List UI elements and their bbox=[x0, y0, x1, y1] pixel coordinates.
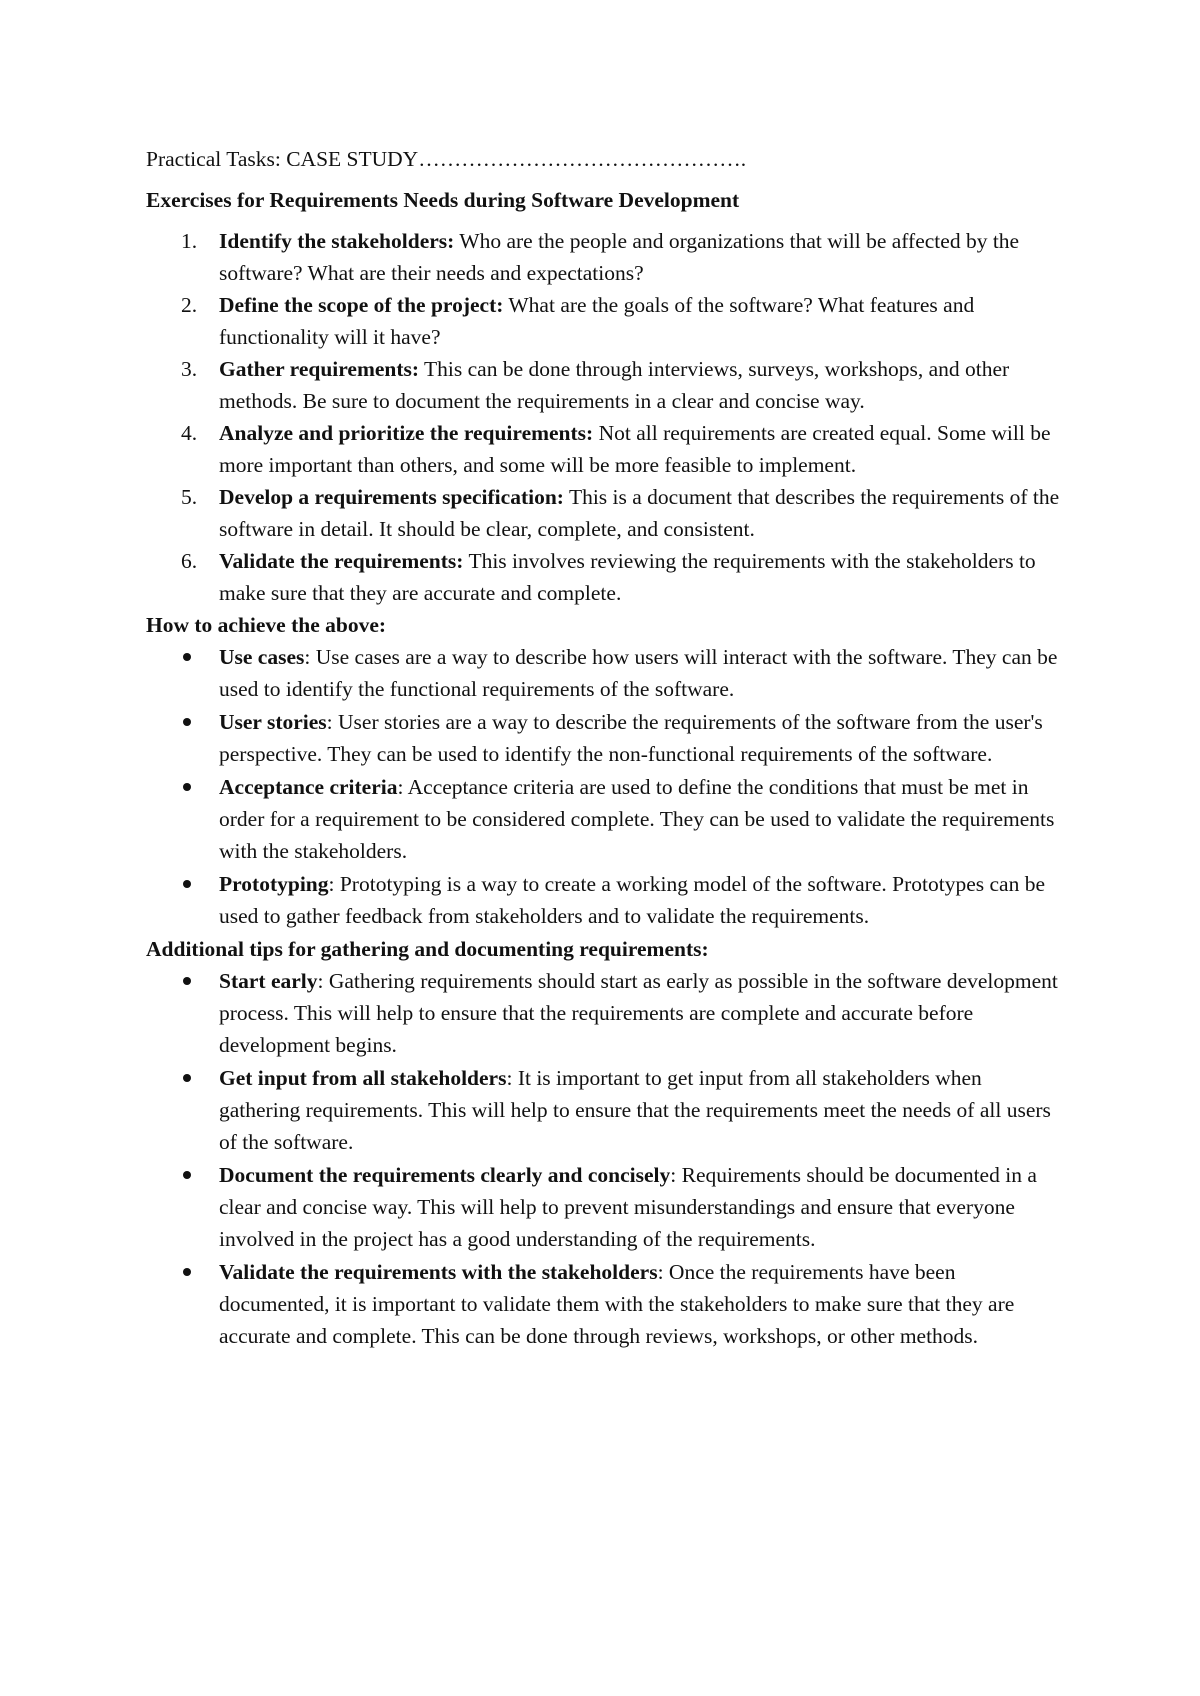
exercise-term: Validate the requirements: bbox=[219, 549, 464, 573]
tip-item bbox=[146, 1062, 1066, 1158]
heading-achieve: How to achieve the above: bbox=[146, 613, 387, 637]
exercise-item bbox=[146, 225, 1066, 289]
achieve-item bbox=[146, 641, 1066, 705]
exercise-term: Analyze and prioritize the requirements: bbox=[219, 421, 594, 445]
achieve-list bbox=[146, 641, 1066, 932]
page-title: Practical Tasks: CASE STUDY………………………………………. bbox=[146, 147, 747, 171]
tip-item bbox=[146, 1159, 1066, 1255]
exercises-list bbox=[146, 225, 1066, 609]
list-number: 3. bbox=[181, 357, 198, 381]
document-page bbox=[146, 143, 1066, 1353]
tip-item bbox=[146, 1256, 1066, 1352]
exercise-item bbox=[146, 545, 1066, 609]
tip-term: Get input from all stakeholders bbox=[219, 1066, 507, 1090]
tip-term: Start early bbox=[219, 969, 318, 993]
achieve-text: : Use cases are a way to describe how users will interact with the software. They can be used to identify the functional requirements of the software. bbox=[219, 645, 1058, 701]
exercise-text: This involves reviewing the requirements with the stakeholders to make sure that they are accurate and complete. bbox=[219, 549, 1036, 605]
achieve-term: Use cases bbox=[219, 645, 305, 669]
exercise-term: Gather requirements: bbox=[219, 357, 420, 381]
exercise-term: Define the scope of the project: bbox=[219, 293, 504, 317]
exercise-text: This can be done through interviews, surveys, workshops, and other methods. Be sure to document the requirements in a clear and concise way. bbox=[219, 357, 1010, 413]
exercise-text: Not all requirements are created equal. Some will be more important than others, and some will be more feasible to implement. bbox=[219, 421, 1051, 477]
achieve-term: User stories bbox=[219, 710, 327, 734]
achieve-item bbox=[146, 706, 1066, 770]
list-number: 2. bbox=[181, 293, 198, 317]
bullet-icon bbox=[183, 880, 191, 888]
exercise-item bbox=[146, 417, 1066, 481]
list-number: 4. bbox=[181, 421, 198, 445]
achieve-text: : User stories are a way to describe the requirements of the software from the user's perspective. They can be used to identify the non-functional requirements of the software. bbox=[219, 710, 1043, 766]
achieve-term: Prototyping bbox=[219, 872, 329, 896]
exercise-item bbox=[146, 289, 1066, 353]
bullet-icon bbox=[183, 977, 191, 985]
bullet-icon bbox=[183, 653, 191, 661]
tip-text: : Once the requirements have been documented, it is important to validate them with the stakeholders to make sure that they are accurate and complete. This can be done through reviews, workshops, or other methods. bbox=[219, 1260, 1015, 1348]
bullet-icon bbox=[183, 1268, 191, 1276]
exercise-text: What are the goals of the software? What features and functionality will it have? bbox=[219, 293, 975, 349]
exercise-term: Identify the stakeholders: bbox=[219, 229, 455, 253]
exercise-text: This is a document that describes the requirements of the software in detail. It should be clear, complete, and consistent. bbox=[219, 485, 1060, 541]
bullet-icon bbox=[183, 1171, 191, 1179]
heading-exercises: Exercises for Requirements Needs during Software Development bbox=[146, 188, 740, 212]
list-number: 6. bbox=[181, 549, 198, 573]
exercise-item bbox=[146, 353, 1066, 417]
tip-text: : Requirements should be documented in a clear and concise way. This will help to prevent misunderstandings and ensure that everyone involved in the project has a good understanding of the requirements. bbox=[219, 1163, 1037, 1251]
achieve-text: : Prototyping is a way to create a working model of the software. Prototypes can be used to gather feedback from stakeholders and to validate the requirements. bbox=[219, 872, 1045, 928]
bullet-icon bbox=[183, 783, 191, 791]
bullet-icon bbox=[183, 718, 191, 726]
achieve-item bbox=[146, 771, 1066, 867]
tip-text: : It is important to get input from all stakeholders when gathering requirements. This will help to ensure that the requirements meet the needs of all users of the software. bbox=[219, 1066, 1051, 1154]
tips-list bbox=[146, 965, 1066, 1352]
tip-term: Validate the requirements with the stakeholders bbox=[219, 1260, 658, 1284]
tip-text: : Gathering requirements should start as early as possible in the software development process. This will help to ensure that the requirements are complete and accurate before development begins. bbox=[219, 969, 1058, 1057]
achieve-term: Acceptance criteria bbox=[219, 775, 398, 799]
exercise-text: Who are the people and organizations that will be affected by the software? What are their needs and expectations? bbox=[219, 229, 1020, 285]
achieve-text: : Acceptance criteria are used to define the conditions that must be met in order for a requirement to be considered complete. They can be used to validate the requirements with the stakeholders. bbox=[219, 775, 1055, 863]
list-number: 1. bbox=[181, 229, 198, 253]
achieve-item bbox=[146, 868, 1066, 932]
list-number: 5. bbox=[181, 485, 198, 509]
tip-item bbox=[146, 965, 1066, 1061]
tip-term: Document the requirements clearly and concisely bbox=[219, 1163, 671, 1187]
bullet-icon bbox=[183, 1074, 191, 1082]
exercise-term: Develop a requirements specification: bbox=[219, 485, 564, 509]
heading-tips: Additional tips for gathering and documenting requirements: bbox=[146, 937, 709, 961]
exercise-item bbox=[146, 481, 1066, 545]
